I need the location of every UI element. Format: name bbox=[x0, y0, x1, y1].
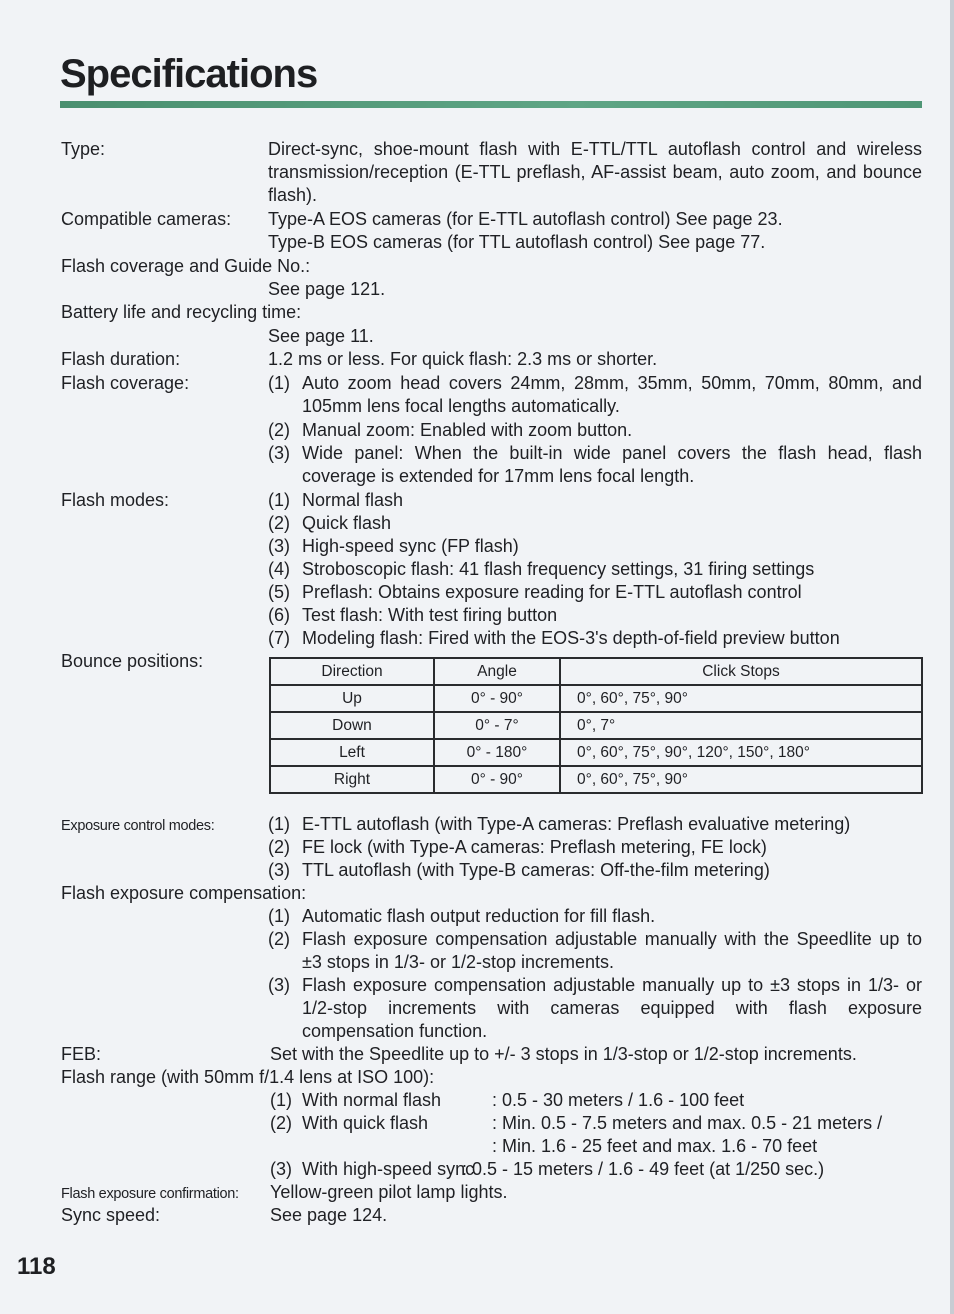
table-cell: 0° - 180° bbox=[434, 739, 560, 766]
table-cell: 0°, 60°, 75°, 90° bbox=[560, 766, 922, 793]
item-number: (2) bbox=[270, 1113, 292, 1133]
item-text: Auto zoom head covers 24mm, 28mm, 35mm, 50mm, 70mm, 80mm, and 105mm lens focal lengths automatically. bbox=[302, 373, 922, 416]
spec-value: 1.2 ms or less. For quick flash: 2.3 ms or shorter. bbox=[268, 349, 658, 369]
item-number: (3) bbox=[268, 536, 290, 556]
spec-value-line: Type-B EOS cameras (for TTL autoflash control) See page 77. bbox=[268, 232, 766, 252]
table-cell: 0°, 60°, 75°, 90° bbox=[560, 685, 922, 712]
item-number: (3) bbox=[268, 443, 290, 463]
item-number: (1) bbox=[268, 490, 290, 510]
spec-label: Flash exposure compensation: bbox=[61, 883, 307, 903]
item-number: (1) bbox=[268, 906, 290, 926]
column-header: Click Stops bbox=[560, 658, 922, 685]
spec-label: Flash coverage: bbox=[61, 373, 190, 393]
item-text: Wide panel: When the built-in wide panel covers the flash head, flash coverage is extended for 17mm lens focal length. bbox=[302, 443, 922, 486]
spec-value: See page 121. bbox=[268, 279, 386, 299]
range-value: : Min. 1.6 - 25 feet and max. 1.6 - 70 feet bbox=[492, 1136, 818, 1156]
range-value: : 0.5 - 30 meters / 1.6 - 100 feet bbox=[492, 1090, 745, 1110]
table-cell: 0° - 90° bbox=[434, 685, 560, 712]
spec-value: Set with the Speedlite up to +/- 3 stops in 1/3-stop or 1/2-stop increments. bbox=[270, 1044, 857, 1064]
table-row bbox=[270, 766, 922, 793]
spec-label: Flash exposure confirmation: bbox=[61, 1186, 239, 1202]
item-number: (2) bbox=[268, 420, 290, 440]
spec-label: Flash range (with 50mm f/1.4 lens at ISO 100): bbox=[61, 1067, 435, 1087]
range-value: : 0.5 - 15 meters / 1.6 - 49 feet (at 1/250 sec.) bbox=[462, 1159, 825, 1179]
spec-label: Flash modes: bbox=[61, 490, 170, 510]
bounce-table bbox=[269, 657, 923, 794]
spec-value: See page 11. bbox=[268, 326, 374, 346]
table-cell: Up bbox=[270, 685, 434, 712]
spec-label: Sync speed: bbox=[61, 1205, 161, 1225]
column-header: Direction bbox=[270, 658, 434, 685]
table-cell: 0° - 7° bbox=[434, 712, 560, 739]
spec-label: Exposure control modes: bbox=[61, 818, 215, 834]
item-text: Normal flash bbox=[302, 490, 404, 510]
flash-mode-name: With high-speed sync bbox=[302, 1159, 475, 1179]
flash-mode-name: With normal flash bbox=[302, 1090, 442, 1110]
page-number: 118 bbox=[17, 1253, 56, 1280]
column-header: Angle bbox=[434, 658, 560, 685]
item-number: (5) bbox=[268, 582, 290, 602]
spec-label: Flash duration: bbox=[61, 349, 181, 369]
spec-label: FEB: bbox=[61, 1044, 102, 1064]
page-title: Specifications bbox=[60, 52, 318, 96]
item-text: High-speed sync (FP flash) bbox=[302, 536, 519, 556]
item-text: FE lock (with Type-A cameras: Preflash metering, FE lock) bbox=[302, 837, 767, 857]
item-text: Modeling flash: Fired with the EOS-3's depth-of-field preview button bbox=[302, 628, 840, 648]
item-text: Quick flash bbox=[302, 513, 392, 533]
spec-value: Direct-sync, shoe-mount flash with E-TTL/TTL autoflash control and wireless transmission/reception (E-TTL preflash, AF-assist beam, auto zoom, and bounce flash). bbox=[268, 139, 922, 205]
table-header-row bbox=[270, 658, 922, 685]
item-text: Manual zoom: Enabled with zoom button. bbox=[302, 420, 633, 440]
item-text: Flash exposure compensation adjustable manually up to ±3 stops in 1/3- or 1/2-stop increments with cameras equipped with flash exposure compensation function. bbox=[302, 975, 922, 1041]
range-value: : Min. 0.5 - 7.5 meters and max. 0.5 - 21 meters / bbox=[492, 1113, 883, 1133]
item-number: (4) bbox=[268, 559, 290, 579]
table-cell: 0° - 90° bbox=[434, 766, 560, 793]
item-text: TTL autoflash (with Type-B cameras: Off-the-film metering) bbox=[302, 860, 770, 880]
spec-value: See page 124. bbox=[270, 1205, 388, 1225]
item-number: (3) bbox=[270, 1159, 292, 1179]
spec-label: Compatible cameras: bbox=[61, 209, 232, 229]
item-number: (1) bbox=[268, 373, 290, 393]
spec-label: Flash coverage and Guide No.: bbox=[61, 256, 311, 276]
item-number: (3) bbox=[268, 860, 290, 880]
item-number: (3) bbox=[268, 975, 290, 995]
item-number: (2) bbox=[268, 837, 290, 857]
spec-label: Bounce positions: bbox=[61, 651, 204, 671]
item-text: Stroboscopic flash: 41 flash frequency settings, 31 firing settings bbox=[302, 559, 815, 579]
item-text: Preflash: Obtains exposure reading for E-TTL autoflash control bbox=[302, 582, 802, 602]
flash-mode-name: With quick flash bbox=[302, 1113, 429, 1133]
title-underline-bar bbox=[60, 101, 922, 108]
table-cell: Left bbox=[270, 739, 434, 766]
table-cell: Right bbox=[270, 766, 434, 793]
table-row bbox=[270, 739, 922, 766]
item-number: (2) bbox=[268, 929, 290, 949]
spec-label: Battery life and recycling time: bbox=[61, 302, 302, 322]
spec-label: Type: bbox=[61, 139, 106, 159]
item-text: Automatic flash output reduction for fill flash. bbox=[302, 906, 656, 926]
table-cell: Down bbox=[270, 712, 434, 739]
table-row bbox=[270, 685, 922, 712]
item-number: (2) bbox=[268, 513, 290, 533]
table-cell: 0°, 60°, 75°, 90°, 120°, 150°, 180° bbox=[560, 739, 922, 766]
spec-value: Yellow-green pilot lamp lights. bbox=[270, 1182, 508, 1202]
table-cell: 0°, 7° bbox=[560, 712, 922, 739]
item-text: Flash exposure compensation adjustable manually with the Speedlite up to ±3 stops in 1/3- or 1/2-stop increments. bbox=[302, 929, 922, 972]
spec-value-line: Type-A EOS cameras (for E-TTL autoflash control) See page 23. bbox=[268, 209, 783, 229]
item-number: (1) bbox=[268, 814, 290, 834]
table-row bbox=[270, 712, 922, 739]
item-text: E-TTL autoflash (with Type-A cameras: Preflash evaluative metering) bbox=[302, 814, 851, 834]
item-number: (1) bbox=[270, 1090, 292, 1110]
item-number: (6) bbox=[268, 605, 290, 625]
item-number: (7) bbox=[268, 628, 290, 648]
page-edge bbox=[950, 0, 954, 1314]
item-text: Test flash: With test firing button bbox=[302, 605, 558, 625]
